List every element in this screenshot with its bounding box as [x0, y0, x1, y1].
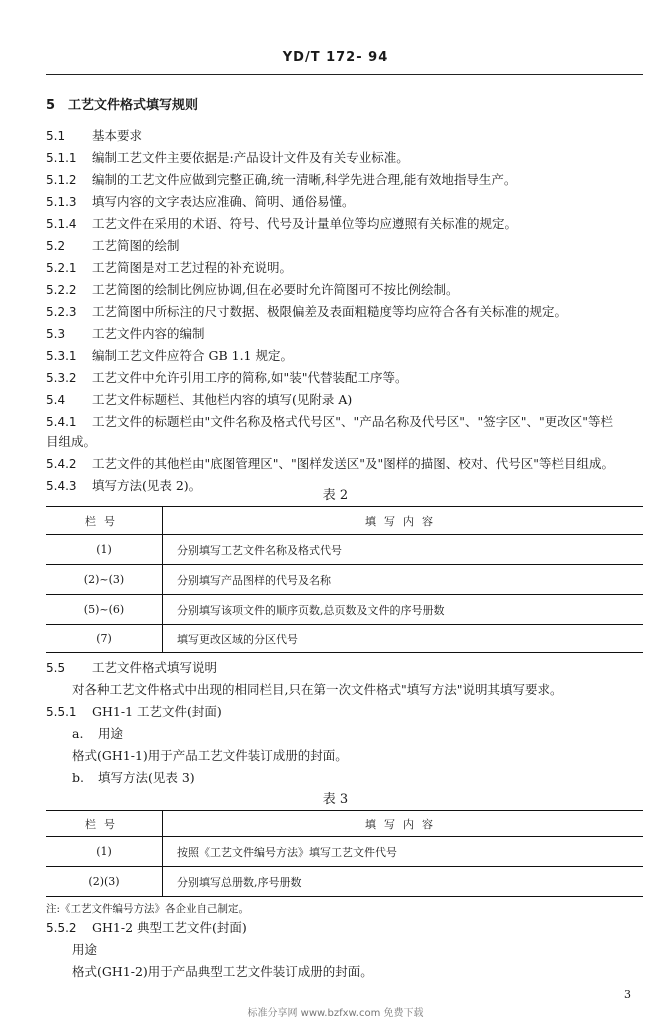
- table-cell-content: 分别填写总册数,序号册数: [163, 867, 644, 897]
- table-2: [46, 506, 643, 653]
- clause-5-5-2: 5.5.2 GH1-2 典型工艺文件(封面): [46, 920, 247, 935]
- table-2-caption: 表 2: [322, 488, 349, 503]
- clause-5-4-1-continuation: 目组成。: [46, 434, 97, 449]
- clause-5-2-3: 5.2.3 工艺简图中所标注的尺寸数据、极限偏差及表面粗糙度等均应符合各有关标准的规定。: [46, 304, 568, 319]
- clause-5-2-1: 5.2.1 工艺简图是对工艺过程的补充说明。: [46, 260, 293, 275]
- clause-5-1-3: 5.1.3 填写内容的文字表达应准确、简明、通俗易懂。: [46, 194, 355, 209]
- table-row: [46, 625, 643, 653]
- table-3: [46, 810, 643, 897]
- clause-5-1-4: 5.1.4 工艺文件在采用的术语、符号、代号及计量单位等均应遵照有关标准的规定。: [46, 216, 518, 231]
- document-code-header: YD/T 172- 94: [282, 50, 389, 65]
- header-rule: [46, 74, 643, 75]
- table-row: [46, 867, 643, 897]
- clause-5-4-1: 5.4.1 工艺文件的标题栏由"文件名称及格式代号区"、"产品名称及代号区"、"签字区"、"更改区"等栏: [46, 414, 613, 429]
- clause-5-1-2: 5.1.2 编制的工艺文件应做到完整正确,统一清晰,科学先进合理,能有效地指导生产。: [46, 172, 517, 187]
- section-5-4-heading: 5.4 工艺文件标题栏、其他栏内容的填写(见附录 A): [46, 392, 353, 407]
- table-cell-col: (2)(3): [46, 867, 163, 897]
- table-cell-col: (2)~(3): [46, 565, 163, 595]
- page-number: 3: [624, 988, 631, 1001]
- clause-5-5-1-a: a. 用途: [72, 726, 124, 741]
- section-5-heading: 5 工艺文件格式填写规则: [46, 98, 199, 113]
- table-3-header-col-number: 栏号: [46, 811, 163, 837]
- clause-5-3-1: 5.3.1 编制工艺文件应符合 GB 1.1 规定。: [46, 348, 293, 363]
- table-row: [46, 837, 643, 867]
- section-5-1-heading: 5.1 基本要求: [46, 128, 143, 143]
- clause-5-1-1: 5.1.1 编制工艺文件主要依据是:产品设计文件及有关专业标准。: [46, 150, 409, 165]
- table-row: [46, 535, 643, 565]
- section-5-5-heading: 5.5 工艺文件格式填写说明: [46, 660, 218, 675]
- table-cell-col: (1): [46, 837, 163, 867]
- table-cell-col: (7): [46, 625, 163, 653]
- table-cell-content: 分别填写该项文件的顺序页数,总页数及文件的序号册数: [163, 595, 644, 625]
- table-3-header-row: [46, 811, 643, 837]
- table-cell-content: 分别填写工艺文件名称及格式代号: [163, 535, 644, 565]
- clause-5-5-1-b: b. 填写方法(见表 3): [72, 770, 195, 785]
- table-3-note: 注:《工艺文件编号方法》各企业自己制定。: [46, 903, 250, 915]
- table-2-header-content: 填写内容: [163, 507, 644, 535]
- table-row: [46, 595, 643, 625]
- clause-5-4-3: 5.4.3 填写方法(见表 2)。: [46, 478, 202, 493]
- section-5-2-heading: 5.2 工艺简图的绘制: [46, 238, 180, 253]
- table-row: [46, 565, 643, 595]
- section-5-3-heading: 5.3 工艺文件内容的编制: [46, 326, 205, 341]
- clause-5-3-2: 5.3.2 工艺文件中允许引用工序的简称,如"装"代替装配工序等。: [46, 370, 408, 385]
- table-3-header-content: 填写内容: [163, 811, 644, 837]
- table-2-header-col-number: 栏号: [46, 507, 163, 535]
- clause-5-5-1: 5.5.1 GH1-1 工艺文件(封面): [46, 704, 222, 719]
- section-5-5-paragraph: 对各种工艺文件格式中出现的相同栏目,只在第一次文件格式"填写方法"说明其填写要求。: [72, 682, 563, 697]
- table-cell-content: 分别填写产品图样的代号及名称: [163, 565, 644, 595]
- clause-5-2-2: 5.2.2 工艺简图的绘制比例应协调,但在必要时允许简图可不按比例绘制。: [46, 282, 459, 297]
- table-2-header-row: [46, 507, 643, 535]
- clause-5-5-2-use: 用途: [72, 942, 98, 957]
- table-cell-col: (5)~(6): [46, 595, 163, 625]
- table-cell-col: (1): [46, 535, 163, 565]
- clause-5-4-2: 5.4.2 工艺文件的其他栏由"底图管理区"、"图样发送区"及"图样的描图、校对、代号区"等栏目组成。: [46, 456, 614, 471]
- watermark-footer: 标准分享网 www.bzfxw.com 免费下载: [247, 1008, 424, 1019]
- clause-5-5-1-a-paragraph: 格式(GH1-1)用于产品工艺文件装订成册的封面。: [72, 748, 348, 763]
- table-cell-content: 按照《工艺文件编号方法》填写工艺文件代号: [163, 837, 644, 867]
- table-cell-content: 填写更改区域的分区代号: [163, 625, 644, 653]
- table-3-caption: 表 3: [322, 792, 349, 807]
- clause-5-5-2-paragraph: 格式(GH1-2)用于产品典型工艺文件装订成册的封面。: [72, 964, 373, 979]
